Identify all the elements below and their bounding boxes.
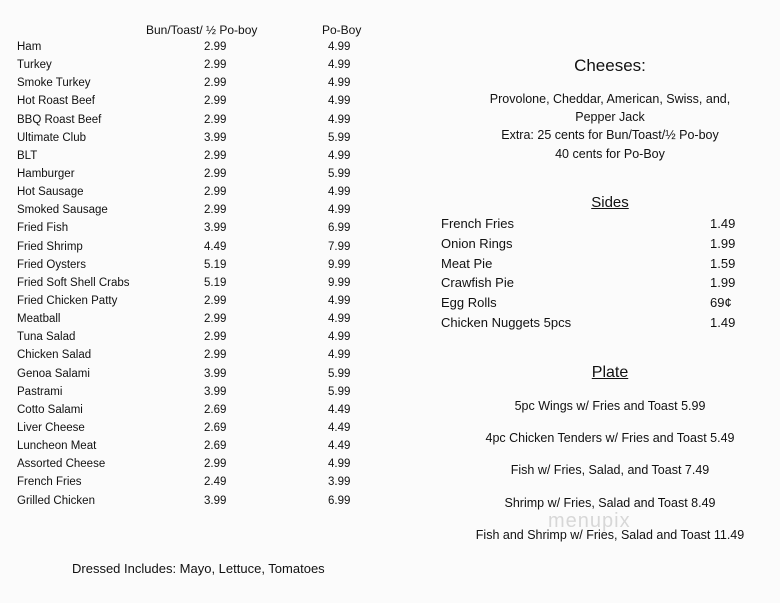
sandwich-row — [0, 219, 420, 237]
sandwich-poboy-price: 4.99 — [328, 331, 351, 344]
sandwich-row — [0, 38, 420, 56]
sandwich-bun-price: 3.99 — [204, 131, 227, 144]
side-name: Meat Pie — [441, 255, 493, 271]
sandwich-poboy-price: 4.49 — [328, 403, 351, 416]
sandwich-bun-price: 2.99 — [204, 149, 227, 162]
sandwich-row — [0, 256, 420, 274]
plate-item: 4pc Chicken Tenders w/ Fries and Toast 5.49 — [485, 431, 735, 445]
sandwich-bun-price: 2.99 — [204, 313, 227, 326]
side-name: Onion Rings — [441, 235, 513, 251]
sandwich-name: Smoke Turkey — [17, 77, 91, 90]
sandwich-poboy-price: 4.99 — [328, 95, 351, 108]
sandwich-poboy-price: 4.99 — [328, 458, 351, 471]
sandwich-row — [0, 437, 420, 455]
sides-price-list — [440, 214, 760, 333]
sandwich-bun-price: 2.99 — [204, 113, 227, 126]
sandwich-bun-price: 3.99 — [204, 494, 227, 507]
sandwich-name: Hot Sausage — [17, 186, 84, 199]
sandwich-poboy-price: 4.99 — [328, 186, 351, 199]
sandwich-bun-price: 5.19 — [204, 276, 227, 289]
sandwich-poboy-price: 7.99 — [328, 240, 351, 253]
sandwich-poboy-price: 3.99 — [328, 476, 351, 489]
sandwich-row — [0, 401, 420, 419]
sandwich-poboy-price: 4.99 — [328, 59, 351, 72]
sandwich-row — [0, 419, 420, 437]
column-header-po-boy: Po-Boy — [322, 23, 362, 37]
sandwich-row — [0, 201, 420, 219]
sandwich-row — [0, 92, 420, 110]
sandwich-row — [0, 365, 420, 383]
sandwich-bun-price: 2.99 — [204, 458, 227, 471]
sandwich-name: Turkey — [17, 59, 52, 72]
sandwich-name: Hot Roast Beef — [17, 95, 95, 108]
side-row — [440, 254, 760, 274]
sandwich-poboy-price: 5.99 — [328, 367, 351, 380]
sandwich-name: Luncheon Meat — [17, 440, 97, 453]
sandwich-name: BLT — [17, 149, 38, 162]
sandwich-bun-price: 2.99 — [204, 294, 227, 307]
sandwich-name: Fried Chicken Patty — [17, 294, 118, 307]
sandwich-name: Hamburger — [17, 167, 75, 180]
sandwich-poboy-price: 4.99 — [328, 204, 351, 217]
sandwich-name: Fried Soft Shell Crabs — [17, 276, 130, 289]
sandwich-row — [0, 183, 420, 201]
sandwich-bun-price: 2.99 — [204, 95, 227, 108]
side-price: 1.99 — [710, 275, 736, 291]
sandwich-bun-price: 2.99 — [204, 204, 227, 217]
sandwich-name: Chicken Salad — [17, 349, 92, 362]
sandwich-row — [0, 455, 420, 473]
sandwich-poboy-price: 4.99 — [328, 41, 351, 53]
sandwich-name: Fried Oysters — [17, 258, 87, 271]
sandwich-row — [0, 129, 420, 147]
dressed-note: Dressed Includes: Mayo, Lettuce, Tomatoes — [72, 561, 325, 576]
sandwich-poboy-price: 4.99 — [328, 313, 351, 326]
sandwich-name: Smoked Sausage — [17, 204, 108, 217]
side-name: French Fries — [441, 216, 514, 231]
sandwich-name: Ham — [17, 41, 42, 53]
sandwich-row — [0, 473, 420, 491]
side-row — [440, 313, 760, 333]
sandwich-name: BBQ Roast Beef — [17, 113, 102, 126]
side-row — [440, 293, 760, 313]
plate-item: Fish and Shrimp w/ Fries, Salad and Toast 11.49 — [475, 528, 745, 542]
sandwich-bun-price: 2.49 — [204, 476, 227, 489]
side-price: 69¢ — [710, 295, 732, 311]
side-name: Chicken Nuggets 5pcs — [441, 314, 572, 330]
side-name: Crawfish Pie — [441, 275, 514, 291]
sandwich-name: Genoa Salami — [17, 367, 90, 380]
cheese-extra-bun: Extra: 25 cents for Bun/Toast/½ Po-boy — [501, 128, 719, 142]
sandwich-poboy-price: 5.99 — [328, 131, 351, 144]
sandwich-poboy-price: 4.99 — [328, 294, 351, 307]
cheese-extra-poboy: 40 cents for Po-Boy — [555, 147, 665, 161]
side-price: 1.99 — [710, 235, 736, 251]
sandwich-name: Meatball — [17, 313, 61, 326]
watermark-logo: menupix — [548, 510, 631, 532]
sandwich-row — [0, 274, 420, 292]
sandwich-row — [0, 147, 420, 165]
side-name: Egg Rolls — [441, 295, 497, 311]
sandwich-name: Grilled Chicken — [17, 494, 95, 507]
sandwich-poboy-price: 6.99 — [328, 222, 351, 235]
sandwich-bun-price: 2.69 — [204, 421, 227, 434]
sandwich-row — [0, 292, 420, 310]
sandwich-bun-price: 2.99 — [204, 41, 227, 53]
sandwich-bun-price: 2.99 — [204, 167, 227, 180]
sandwich-name: Cotto Salami — [17, 403, 83, 416]
cheeses-list-line: Provolone, Cheddar, American, Swiss, and, — [489, 92, 731, 106]
sides-title: Sides — [591, 194, 629, 211]
plate-title: Plate — [591, 364, 629, 381]
sandwich-bun-price: 2.99 — [204, 59, 227, 72]
side-row — [440, 214, 760, 234]
column-header-bun-toast: Bun/Toast/ ½ Po-boy — [146, 23, 258, 37]
sandwich-poboy-price: 9.99 — [328, 258, 351, 271]
side-price: 1.49 — [710, 216, 736, 231]
sandwich-row — [0, 328, 420, 346]
side-row — [440, 234, 760, 254]
sandwich-bun-price: 3.99 — [204, 367, 227, 380]
sandwich-poboy-price: 4.99 — [328, 77, 351, 90]
plate-item: 5pc Wings w/ Fries and Toast 5.99 — [514, 399, 706, 413]
sandwich-row — [0, 56, 420, 74]
sandwich-row — [0, 238, 420, 256]
plate-item: Fish w/ Fries, Salad, and Toast 7.49 — [510, 463, 710, 477]
sandwich-name: Fried Shrimp — [17, 240, 83, 253]
sandwich-bun-price: 2.69 — [204, 403, 227, 416]
sandwich-row — [0, 111, 420, 129]
sandwich-row — [0, 492, 420, 510]
side-price: 1.49 — [710, 314, 736, 330]
sandwich-bun-price: 3.99 — [204, 222, 227, 235]
sandwich-name: Ultimate Club — [17, 131, 87, 144]
sandwich-row — [0, 383, 420, 401]
sandwich-poboy-price: 4.49 — [328, 440, 351, 453]
sandwich-row — [0, 74, 420, 92]
side-row — [440, 273, 760, 293]
sandwich-bun-price: 2.99 — [204, 349, 227, 362]
sandwich-poboy-price: 5.99 — [328, 385, 351, 398]
sandwich-row — [0, 165, 420, 183]
sandwich-bun-price: 2.99 — [204, 77, 227, 90]
sandwich-poboy-price: 4.49 — [328, 421, 351, 434]
sandwich-name: Assorted Cheese — [17, 458, 106, 471]
sandwich-row — [0, 310, 420, 328]
sandwich-bun-price: 2.69 — [204, 440, 227, 453]
sandwich-poboy-price: 9.99 — [328, 276, 351, 289]
sandwich-name: Liver Cheese — [17, 421, 85, 434]
sandwich-bun-price: 2.99 — [204, 186, 227, 199]
sandwich-poboy-price: 4.99 — [328, 113, 351, 126]
sandwich-bun-price: 4.49 — [204, 240, 227, 253]
sandwich-poboy-price: 4.99 — [328, 149, 351, 162]
side-price: 1.59 — [710, 255, 736, 271]
sandwich-price-list — [0, 38, 420, 510]
sandwich-poboy-price: 4.99 — [328, 349, 351, 362]
sandwich-bun-price: 3.99 — [204, 385, 227, 398]
sandwich-name: Tuna Salad — [17, 331, 76, 344]
sandwich-bun-price: 5.19 — [204, 258, 227, 271]
sandwich-poboy-price: 5.99 — [328, 167, 351, 180]
sandwich-name: Pastrami — [17, 385, 63, 398]
sandwich-row — [0, 346, 420, 364]
cheeses-list-line: Pepper Jack — [575, 110, 645, 124]
cheeses-title: Cheeses: — [574, 56, 646, 75]
sandwich-name: Fried Fish — [17, 222, 69, 235]
sandwich-poboy-price: 6.99 — [328, 494, 351, 507]
plate-item: Shrimp w/ Fries, Salad and Toast 8.49 — [504, 496, 716, 510]
sandwich-name: French Fries — [17, 476, 82, 489]
sandwich-bun-price: 2.99 — [204, 331, 227, 344]
